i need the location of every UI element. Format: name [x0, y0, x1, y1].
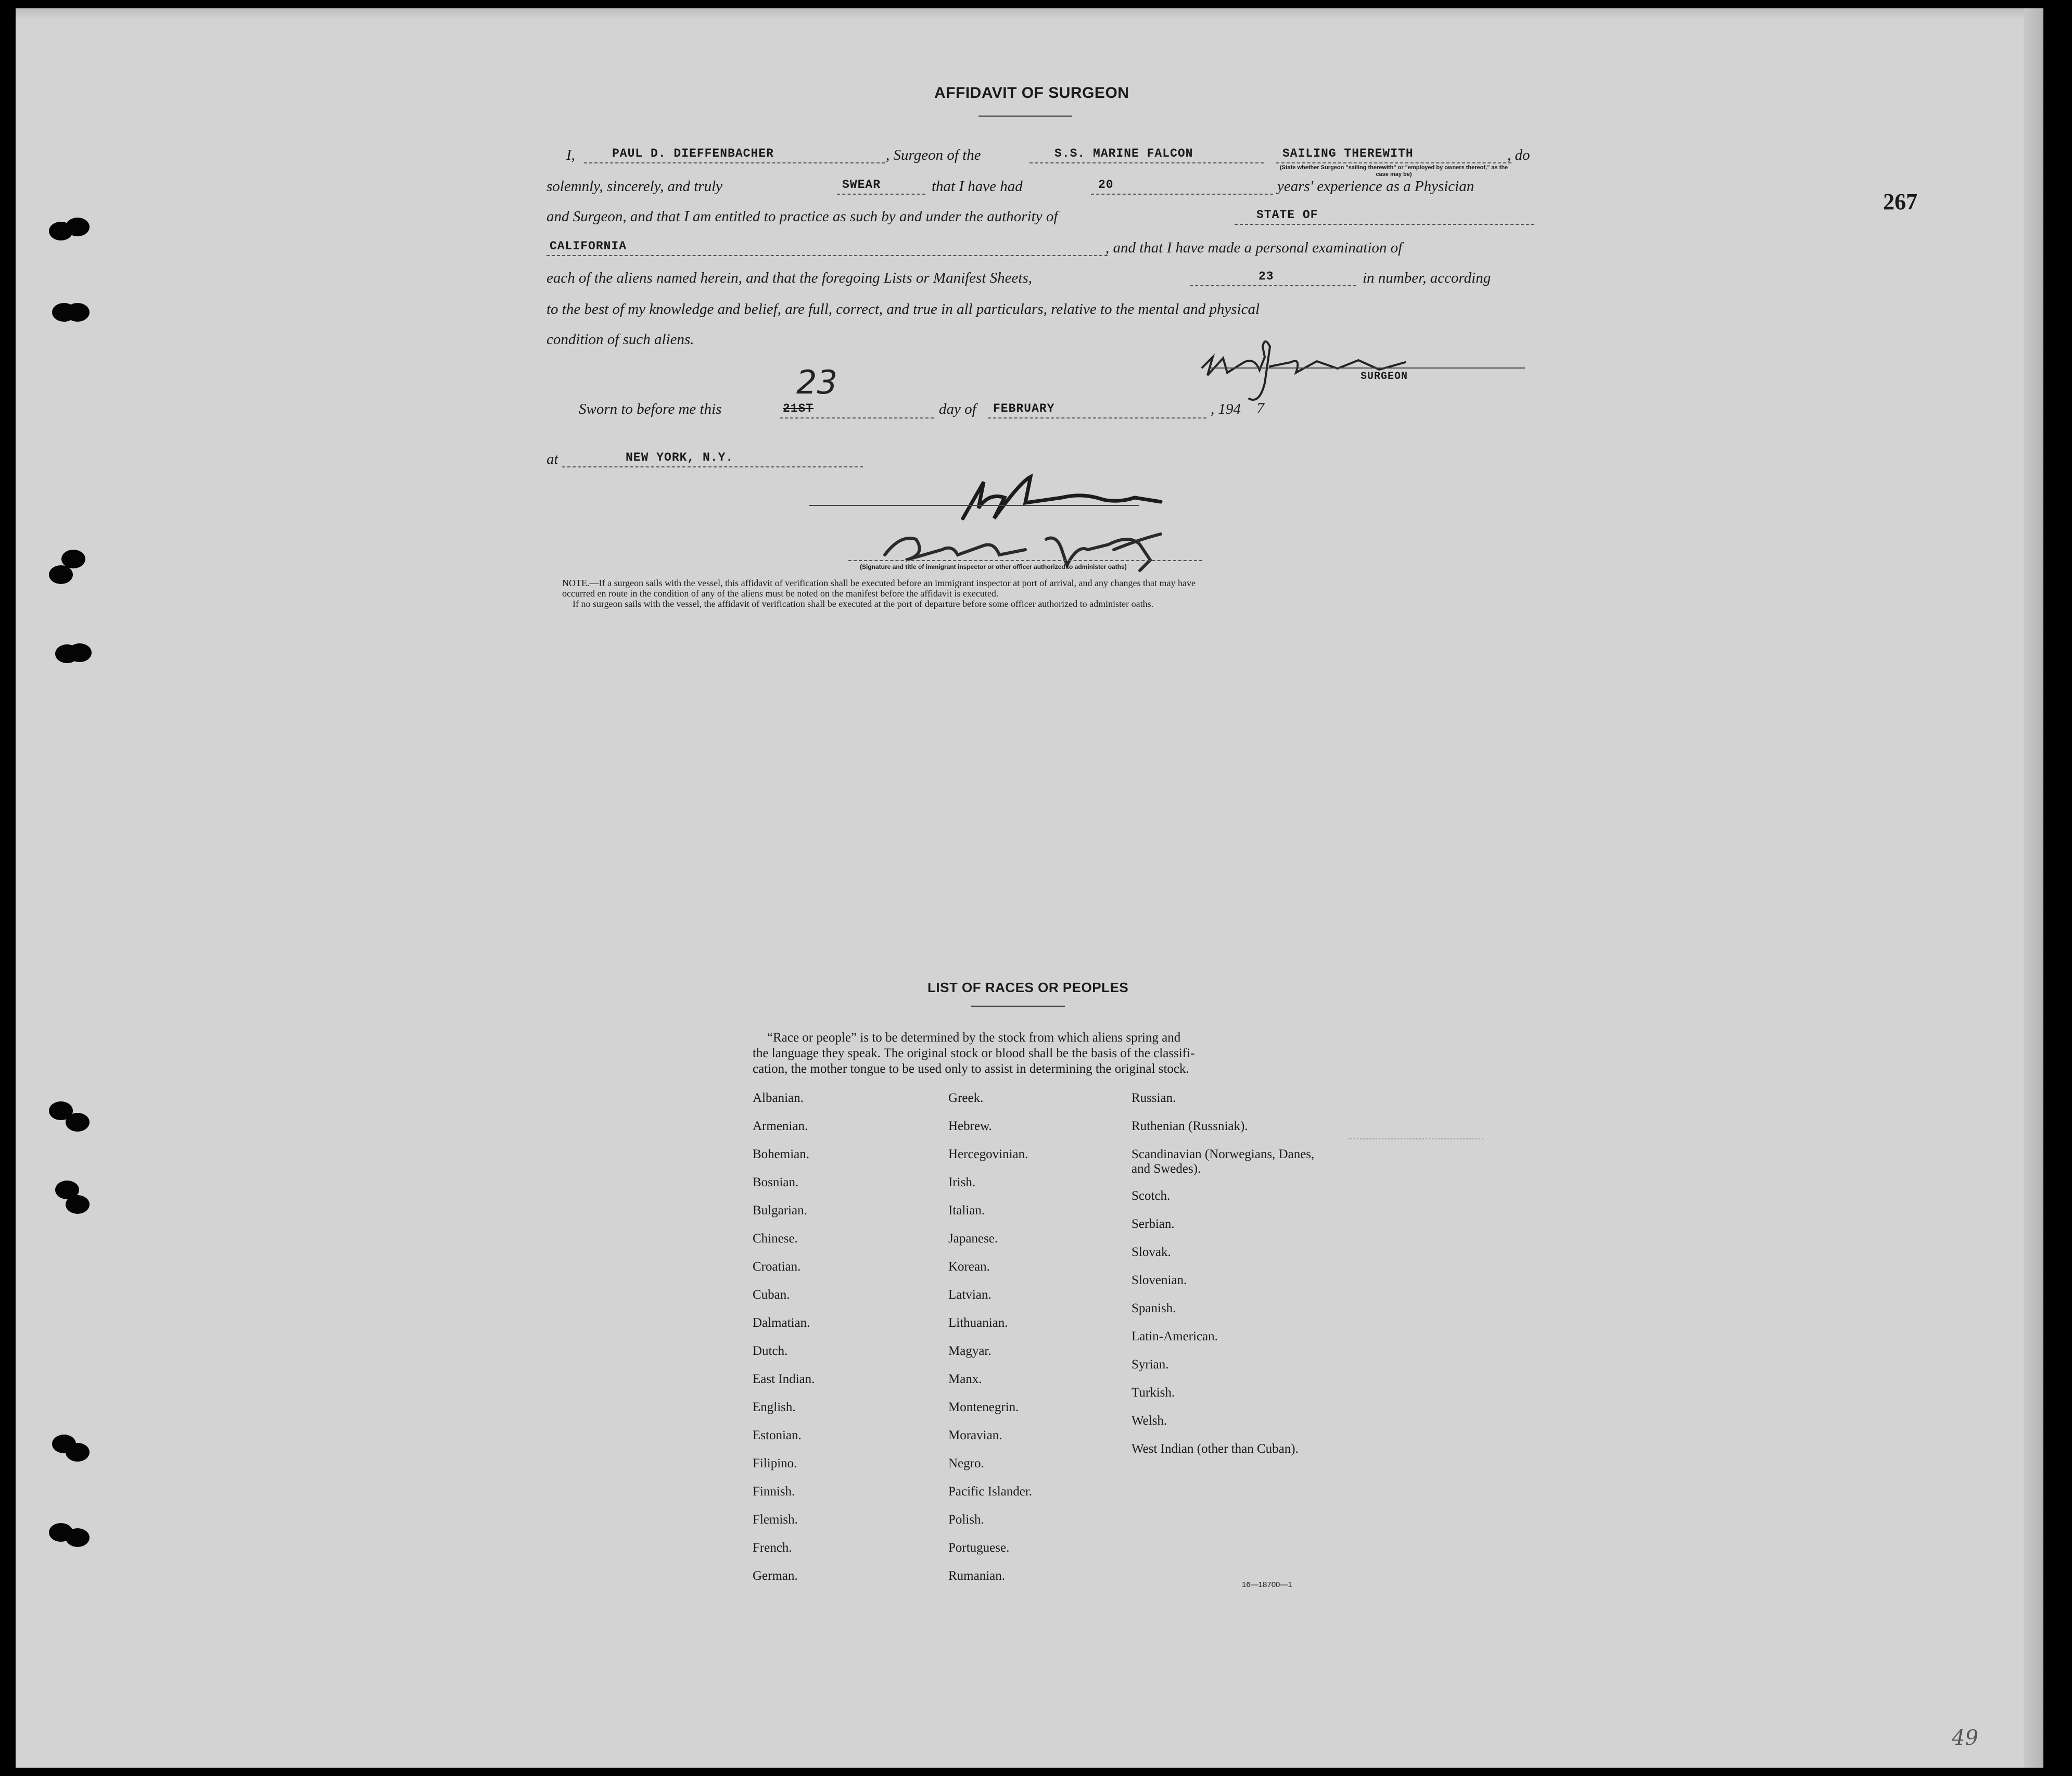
race-item: Latvian. [948, 1288, 991, 1302]
affidavit-line5-pre: each of the aliens named herein, and that the foregoing Lists or Manifest Sheets, [546, 270, 1032, 286]
surgeon-name: PAUL D. DIEFFENBACHER [612, 147, 774, 160]
affidavit-line2-post: years' experience as a Physician [1277, 178, 1474, 195]
punch-hole [66, 1195, 90, 1214]
page-shadow-right [2024, 8, 2043, 1768]
sworn-year-suffix: 7 [1256, 400, 1264, 417]
capacity-note: (State whether Surgeon "sailing therewith" or "employed by owners thereof," as the case may be) [1279, 164, 1508, 177]
oath-type: SWEAR [842, 178, 881, 192]
race-item: Turkish. [1132, 1386, 1175, 1400]
punch-hole [66, 1113, 90, 1132]
race-item: Bohemian. [753, 1147, 810, 1161]
sworn-year-prefix: , 194 [1211, 401, 1241, 417]
smudge-mark [1348, 1138, 1483, 1147]
sworn-pre: Sworn to before me this [579, 401, 722, 417]
race-item: Irish. [948, 1175, 976, 1189]
document-page [16, 8, 2043, 1768]
race-item: Chinese. [753, 1232, 798, 1246]
affidavit-line3-pre: and Surgeon, and that I am entitled to practice as such by and under the authority of [546, 208, 1058, 225]
years-field [1091, 179, 1273, 195]
race-item: Slovenian. [1132, 1273, 1187, 1287]
race-item: French. [753, 1541, 792, 1555]
title-underline [978, 116, 1072, 117]
affidavit-line1-mid: , Surgeon of the [886, 147, 981, 163]
race-item: Rumanian. [948, 1569, 1006, 1583]
sheets-count: 23 [1259, 270, 1274, 283]
surgeon-capacity: SAILING THEREWITH [1282, 147, 1414, 160]
officer-signature-line [809, 504, 1139, 506]
races-intro-line1: “Race or people” is to be determined by the stock from which aliens spring and [767, 1031, 1181, 1045]
race-item: Italian. [948, 1203, 985, 1217]
race-item: East Indian. [753, 1372, 815, 1386]
sworn-mid: day of [939, 401, 976, 417]
sworn-day-written: 23 [796, 363, 837, 401]
affidavit-title: AFFIDAVIT OF SURGEON [934, 84, 1129, 102]
punch-hole [49, 565, 73, 584]
race-item: English. [753, 1400, 796, 1414]
sworn-month: FEBRUARY [993, 402, 1055, 415]
race-item: Dutch. [753, 1344, 788, 1358]
affidavit-note-line2: occurred en route in the condition of any of the aliens must be noted on the manifest before the affidavit is executed. [562, 588, 999, 599]
affidavit-line2-mid: that I have had [932, 178, 1023, 195]
race-item: Hercegovinian. [948, 1147, 1028, 1161]
race-item: Russian. [1132, 1091, 1176, 1105]
officer-title-line [848, 559, 1202, 561]
authority-field-cont [546, 240, 1108, 256]
affidavit-note-line3: If no surgeon sails with the vessel, the affidavit of verification shall be executed at the port of departure before some officer authorized to administer oaths. [573, 599, 1154, 609]
affidavit-note-line1: NOTE.—If a surgeon sails with the vessel, this affidavit of verification shall be executed before an immigrant inspector at port of arrival, and any changes that may have [562, 578, 1196, 588]
punch-hole [66, 1443, 90, 1462]
race-item: Filipino. [753, 1456, 797, 1470]
race-item: Latin-American. [1132, 1329, 1218, 1343]
race-item: Manx. [948, 1372, 982, 1386]
race-item: Welsh. [1132, 1414, 1167, 1428]
race-item: Croatian. [753, 1260, 801, 1274]
affidavit-line2-pre: solemnly, sincerely, and truly [546, 178, 723, 195]
officer-caption: (Signature and title of immigrant inspector or other officer authorized to administer oaths) [860, 563, 1127, 570]
race-item: Dalmatian. [753, 1316, 810, 1330]
race-item: Portuguese. [948, 1541, 1010, 1555]
at-pre: at [546, 451, 558, 467]
race-item: Scotch. [1132, 1189, 1171, 1203]
race-item: German. [753, 1569, 798, 1583]
races-column-3 [1132, 1091, 1329, 1483]
race-item: Moravian. [948, 1428, 1002, 1442]
affidavit-line4-post: , and that I have made a personal examination of [1105, 239, 1403, 256]
race-item: Lithuanian. [948, 1316, 1008, 1330]
race-item: Greek. [948, 1091, 984, 1105]
punch-hole [68, 643, 92, 662]
affidavit-line6: to the best of my knowledge and belief, are full, correct, and true in all particulars, relative to the mental and physical [546, 301, 1260, 318]
sworn-day-struck: 21ST [783, 402, 814, 415]
race-item: Armenian. [753, 1119, 808, 1133]
surgeon-signature-line [1211, 366, 1525, 369]
race-item: Spanish. [1132, 1301, 1176, 1315]
years-experience: 20 [1098, 178, 1114, 192]
vessel-name: S.S. MARINE FALCON [1054, 147, 1193, 160]
race-item: Hebrew. [948, 1119, 992, 1133]
race-item: Korean. [948, 1260, 990, 1274]
race-item: Polish. [948, 1513, 984, 1527]
authority-line2: CALIFORNIA [550, 239, 627, 253]
at-place: NEW YORK, N.Y. [626, 451, 734, 464]
race-item: Montenegrin. [948, 1400, 1019, 1414]
page-number: 267 [1883, 189, 1917, 214]
race-item: Estonian. [753, 1428, 802, 1442]
surgeon-label: SURGEON [1361, 371, 1408, 383]
race-item: West Indian (other than Cuban). [1132, 1442, 1299, 1456]
punch-hole [66, 1528, 90, 1547]
race-item: Pacific Islander. [948, 1485, 1033, 1499]
race-item: Cuban. [753, 1288, 790, 1302]
form-number: 16—18700—1 [1242, 1580, 1292, 1589]
race-item: Scandinavian (Norwegians, Danes, and Swedes). [1132, 1147, 1315, 1176]
race-item: Finnish. [753, 1485, 795, 1499]
race-item: Albanian. [753, 1091, 804, 1105]
race-item: Bulgarian. [753, 1203, 807, 1217]
affidavit-line1-pre: I, [566, 147, 575, 163]
punch-hole [66, 218, 90, 236]
races-column-2 [948, 1091, 1032, 1597]
race-item: Ruthenian (Russniak). [1132, 1119, 1248, 1133]
authority-line1: STATE OF [1256, 208, 1318, 222]
races-title-underline [971, 1006, 1065, 1007]
affidavit-line1-post: , do [1507, 147, 1530, 163]
affidavit-line5-post: in number, according [1363, 270, 1491, 286]
race-item: Serbian. [1132, 1217, 1175, 1231]
race-item: Syrian. [1132, 1358, 1169, 1372]
races-column-1 [753, 1091, 815, 1597]
races-intro-line3: cation, the mother tongue to be used only to assist in determining the original stock. [753, 1062, 1189, 1076]
races-intro-line2: the language they speak. The original stock or blood shall be the basis of the classifi- [753, 1046, 1195, 1060]
race-item: Flemish. [753, 1513, 798, 1527]
margin-mark: 49 [1952, 1726, 1978, 1750]
race-item: Magyar. [948, 1344, 991, 1358]
affidavit-line7: condition of such aliens. [546, 331, 694, 348]
race-item: Bosnian. [753, 1175, 799, 1189]
race-item: Slovak. [1132, 1245, 1171, 1259]
page-shadow-top [16, 8, 2043, 20]
races-title: LIST OF RACES OR PEOPLES [927, 980, 1129, 995]
punch-hole [66, 303, 90, 322]
race-item: Japanese. [948, 1232, 998, 1246]
race-item: Negro. [948, 1456, 984, 1470]
